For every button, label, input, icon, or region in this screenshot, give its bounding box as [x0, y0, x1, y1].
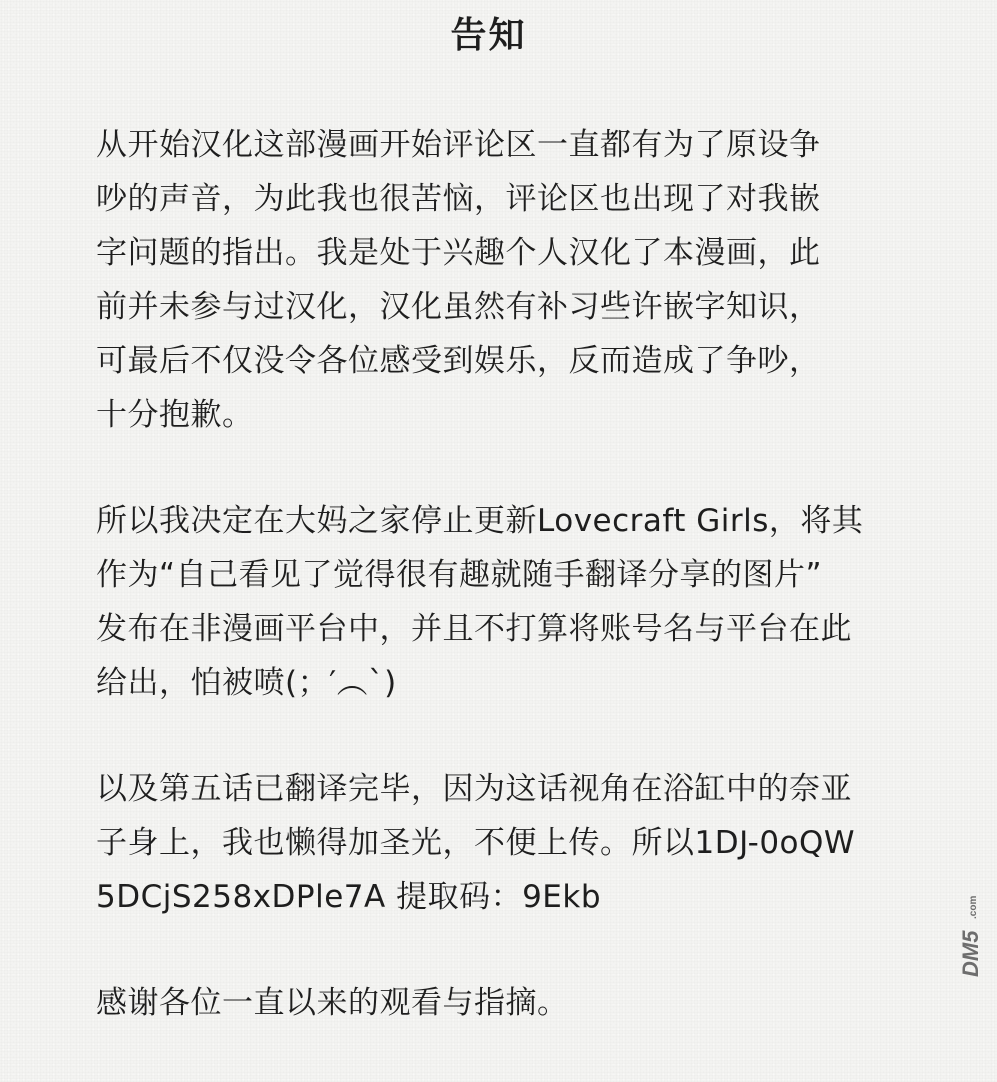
- paragraph-chapter-five: [96, 762, 976, 924]
- text-line: 字问题的指出。我是处于兴趣个人汉化了本漫画，此: [96, 235, 821, 271]
- paragraph-thanks: [96, 976, 976, 1030]
- text-line: 以及第五话已翻译完毕，因为这话视角在浴缸中的奈亚: [96, 771, 852, 807]
- text-line: 所以我决定在大妈之家停止更新Lovecraft Girls，将其: [96, 503, 864, 539]
- text-line: 十分抱歉。: [96, 397, 254, 433]
- paragraph-decision: [96, 494, 976, 710]
- text-line: 5DCjS258xDPle7A 提取码：9Ekb: [96, 879, 602, 915]
- text-line: 从开始汉化这部漫画开始评论区一直都有为了原设争: [96, 127, 821, 163]
- dm5-watermark-logo: [948, 872, 988, 982]
- text-line: 感谢各位一直以来的观看与指摘。: [96, 985, 569, 1021]
- page-title: 告知: [450, 15, 527, 56]
- svg-text:.com: .com: [968, 895, 979, 919]
- text-line: 发布在非漫画平台中，并且不打算将账号名与平台在此: [96, 611, 852, 647]
- text-line: 给出，怕被喷(；′︵`): [96, 665, 397, 701]
- text-line: 前并未参与过汉化，汉化虽然有补习些许嵌字知识，: [96, 289, 821, 325]
- svg-text:DM5: DM5: [958, 930, 983, 977]
- text-line: 作为“自己看见了觉得很有趣就随手翻译分享的图片”: [96, 557, 823, 593]
- text-line: 吵的声音，为此我也很苦恼，评论区也出现了对我嵌: [96, 181, 821, 217]
- paragraph-apology: [96, 118, 976, 442]
- text-line: 子身上，我也懒得加圣光，不便上传。所以1DJ-0oQW: [96, 825, 856, 861]
- notice-body: [96, 118, 976, 1082]
- text-line: 可最后不仅没令各位感受到娱乐，反而造成了争吵，: [96, 343, 821, 379]
